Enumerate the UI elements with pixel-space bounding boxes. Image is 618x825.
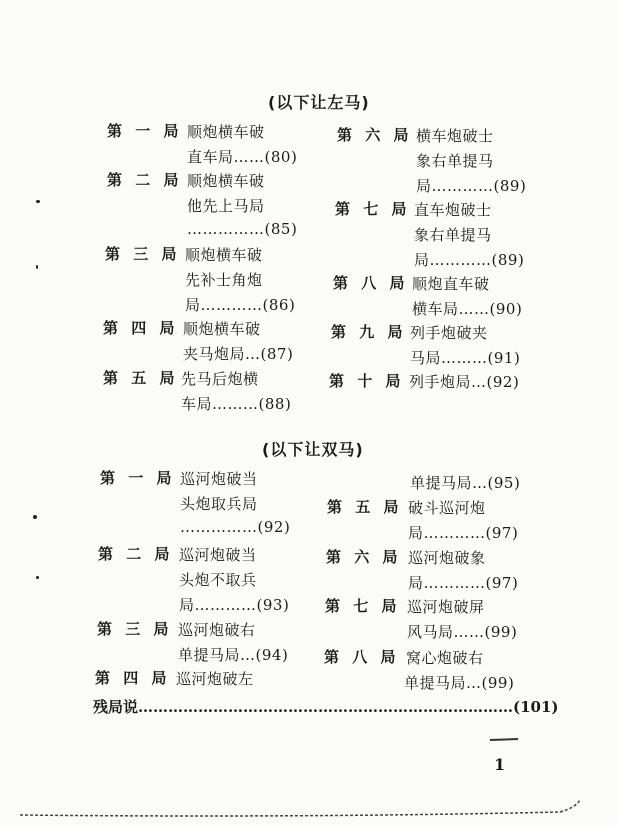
- entry-line: 巡河炮破右: [178, 621, 256, 639]
- section-heading-left-horse: (以下让左马): [268, 93, 370, 112]
- entry-line: 单提马局…(94): [178, 646, 289, 664]
- entry-line: 横车炮破士: [416, 127, 494, 145]
- entry-line: 顺炮横车破: [185, 246, 263, 264]
- entry-label: 第 六 局: [326, 548, 402, 566]
- entry-line: 巡河炮破屏: [407, 598, 485, 616]
- entry-label: 第 八 局: [333, 274, 409, 292]
- summary-page: (101): [513, 698, 559, 716]
- entry-label: 第 十 局: [329, 372, 405, 390]
- entry-line: 先补士角炮: [185, 271, 263, 289]
- entry-label: 第 五 局: [103, 369, 179, 387]
- entry-label: 第 五 局: [327, 498, 403, 516]
- entry-line: 局…………(97): [408, 574, 519, 592]
- summary-label: 残局说: [93, 698, 139, 716]
- entry-line: 巡河炮破象: [408, 549, 486, 567]
- entry-label: 第 七 局: [325, 597, 401, 615]
- entry-line: 局…………(93): [179, 596, 290, 614]
- entry-label: 第 四 局: [103, 319, 179, 337]
- entry-label: 第 九 局: [331, 323, 407, 341]
- entry-line: 头炮取兵局: [180, 495, 258, 513]
- entry-line: 头炮不取兵: [179, 571, 257, 589]
- entry-line: 局…………(89): [416, 177, 527, 195]
- entry-line: 破斗巡河炮: [408, 499, 486, 517]
- entry-line: 他先上马局: [187, 197, 265, 215]
- entry-label: 第 八 局: [324, 648, 400, 666]
- entry-line: 局…………(89): [414, 251, 525, 269]
- entry-label: 第 七 局: [335, 200, 411, 218]
- entry-label: 第 六 局: [337, 126, 413, 144]
- page-number: 1: [494, 755, 506, 774]
- entry-line: 顺炮横车破: [183, 320, 261, 338]
- entry-label: 第 三 局: [97, 620, 173, 638]
- entry-label: 第 四 局: [95, 669, 171, 687]
- entry-line: 顺炮横车破: [187, 123, 265, 141]
- entry-line: 直车炮破士: [414, 201, 492, 219]
- entry-line: 窝心炮破右: [406, 649, 484, 667]
- entry-line: 象右单提马: [416, 152, 494, 170]
- entry-line: 顺炮直车破: [412, 275, 490, 293]
- entry-line: 顺炮横车破: [187, 172, 265, 190]
- entry-line: 巡河炮破左: [176, 670, 254, 688]
- entry-line: ……………(85): [187, 220, 298, 238]
- entry-label: 第 一 局: [100, 469, 176, 487]
- entry-label: 第 二 局: [98, 545, 174, 563]
- entry-line: ……………(92): [180, 518, 291, 536]
- entry-line: 先马后炮横: [181, 370, 259, 388]
- entry-line: 夹马炮局…(87): [183, 345, 294, 363]
- entry-line-continuation: 单提马局…(95): [410, 474, 521, 492]
- entry-line: 巡河炮破当: [180, 470, 258, 488]
- entry-line: 直车局……(80): [187, 148, 298, 166]
- entry-line: 马局………(91): [410, 349, 521, 367]
- entry-line: 风马局……(99): [407, 623, 518, 641]
- entry-label: 第 三 局: [105, 245, 181, 263]
- entry-line: 列手炮局…(92): [409, 373, 520, 391]
- entry-line: 车局………(88): [181, 395, 292, 413]
- entry-line: 局…………(97): [408, 524, 519, 542]
- entry-line: 象右单提马: [414, 226, 492, 244]
- summary-leader-dots: …………………………………………………………………: [138, 698, 514, 716]
- section-heading-two-horses: (以下让双马): [262, 440, 364, 459]
- entry-line: 局…………(86): [185, 296, 296, 314]
- entry-label: 第 二 局: [107, 171, 183, 189]
- entry-line: 单提马局…(99): [404, 674, 515, 692]
- entry-line: 巡河炮破当: [179, 546, 257, 564]
- entry-line: 列手炮破夹: [410, 324, 488, 342]
- entry-label: 第 一 局: [107, 122, 183, 140]
- entry-line: 横车局……(90): [412, 300, 523, 318]
